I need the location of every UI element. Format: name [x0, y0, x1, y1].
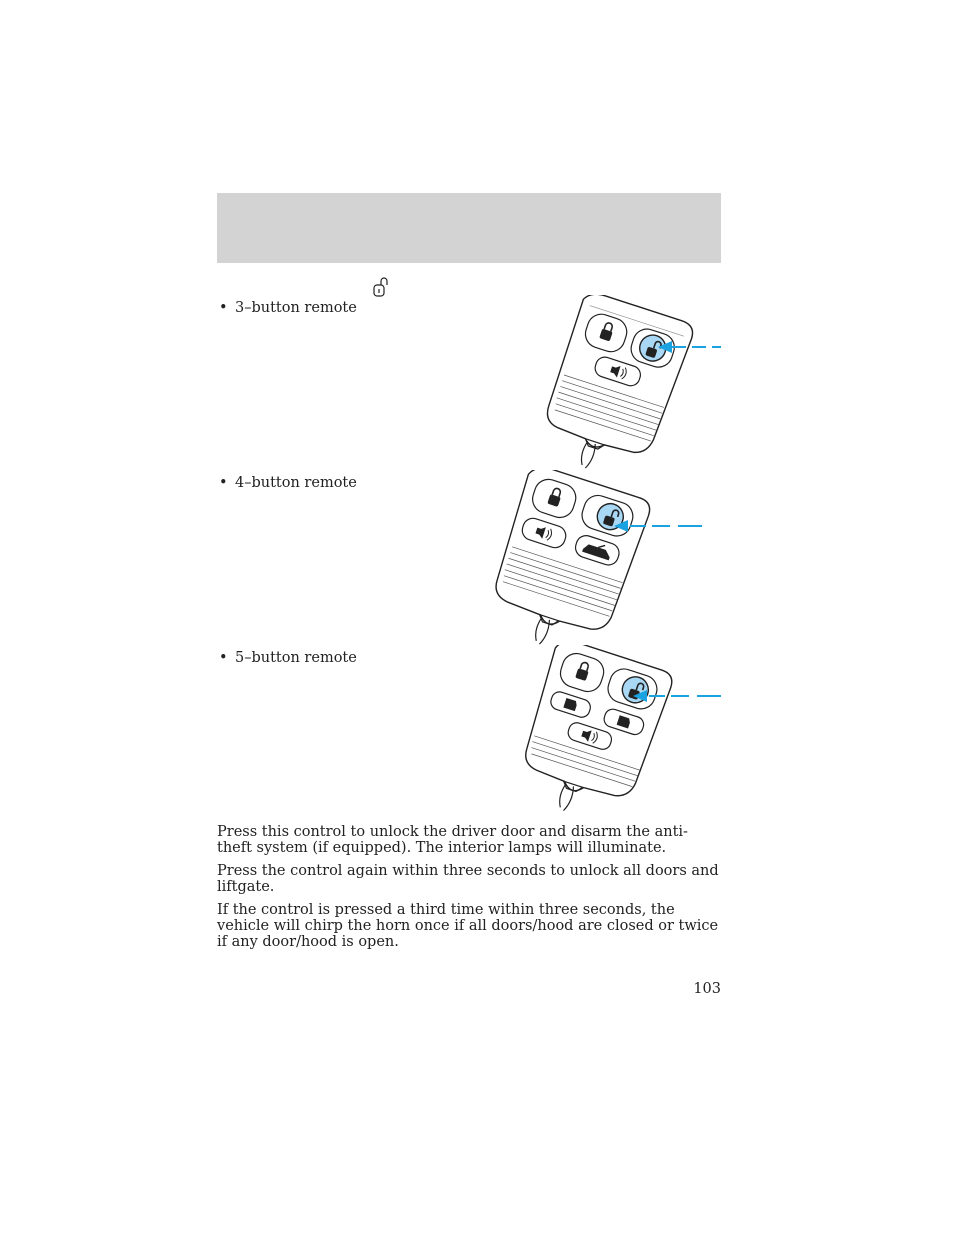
page-number: 103	[693, 981, 721, 997]
bullet-5-button	[219, 649, 357, 667]
arrow	[633, 690, 721, 702]
section-header-band	[217, 193, 721, 263]
bullet-label: 3–button remote	[235, 300, 357, 316]
remote-3-button-illustration	[520, 295, 730, 475]
paragraph-unlock-all-doors: Press the control again within three seconds to unlock all doors and liftgate.	[217, 863, 719, 895]
bullet-dot: •	[219, 300, 228, 316]
remote-5-button-illustration	[505, 645, 725, 820]
arrow	[614, 520, 702, 532]
bullet-label: 4–button remote	[235, 475, 357, 491]
bullet-dot: •	[219, 475, 228, 491]
remote-4-button-illustration	[480, 470, 710, 650]
paragraph-horn-chirp: If the control is pressed a third time within three seconds, the vehicle will chirp the horn once if all doors/hood are closed or twice if any door/hood is open.	[217, 902, 719, 950]
unlock-icon	[370, 276, 392, 298]
bullet-4-button	[219, 474, 357, 492]
bullet-dot: •	[219, 650, 228, 666]
bullet-3-button	[219, 299, 357, 317]
bullet-label: 5–button remote	[235, 650, 357, 666]
paragraph-unlock-driver-door: Press this control to unlock the driver door and disarm the anti-theft system (if equipped). The interior lamps will illuminate.	[217, 824, 688, 856]
